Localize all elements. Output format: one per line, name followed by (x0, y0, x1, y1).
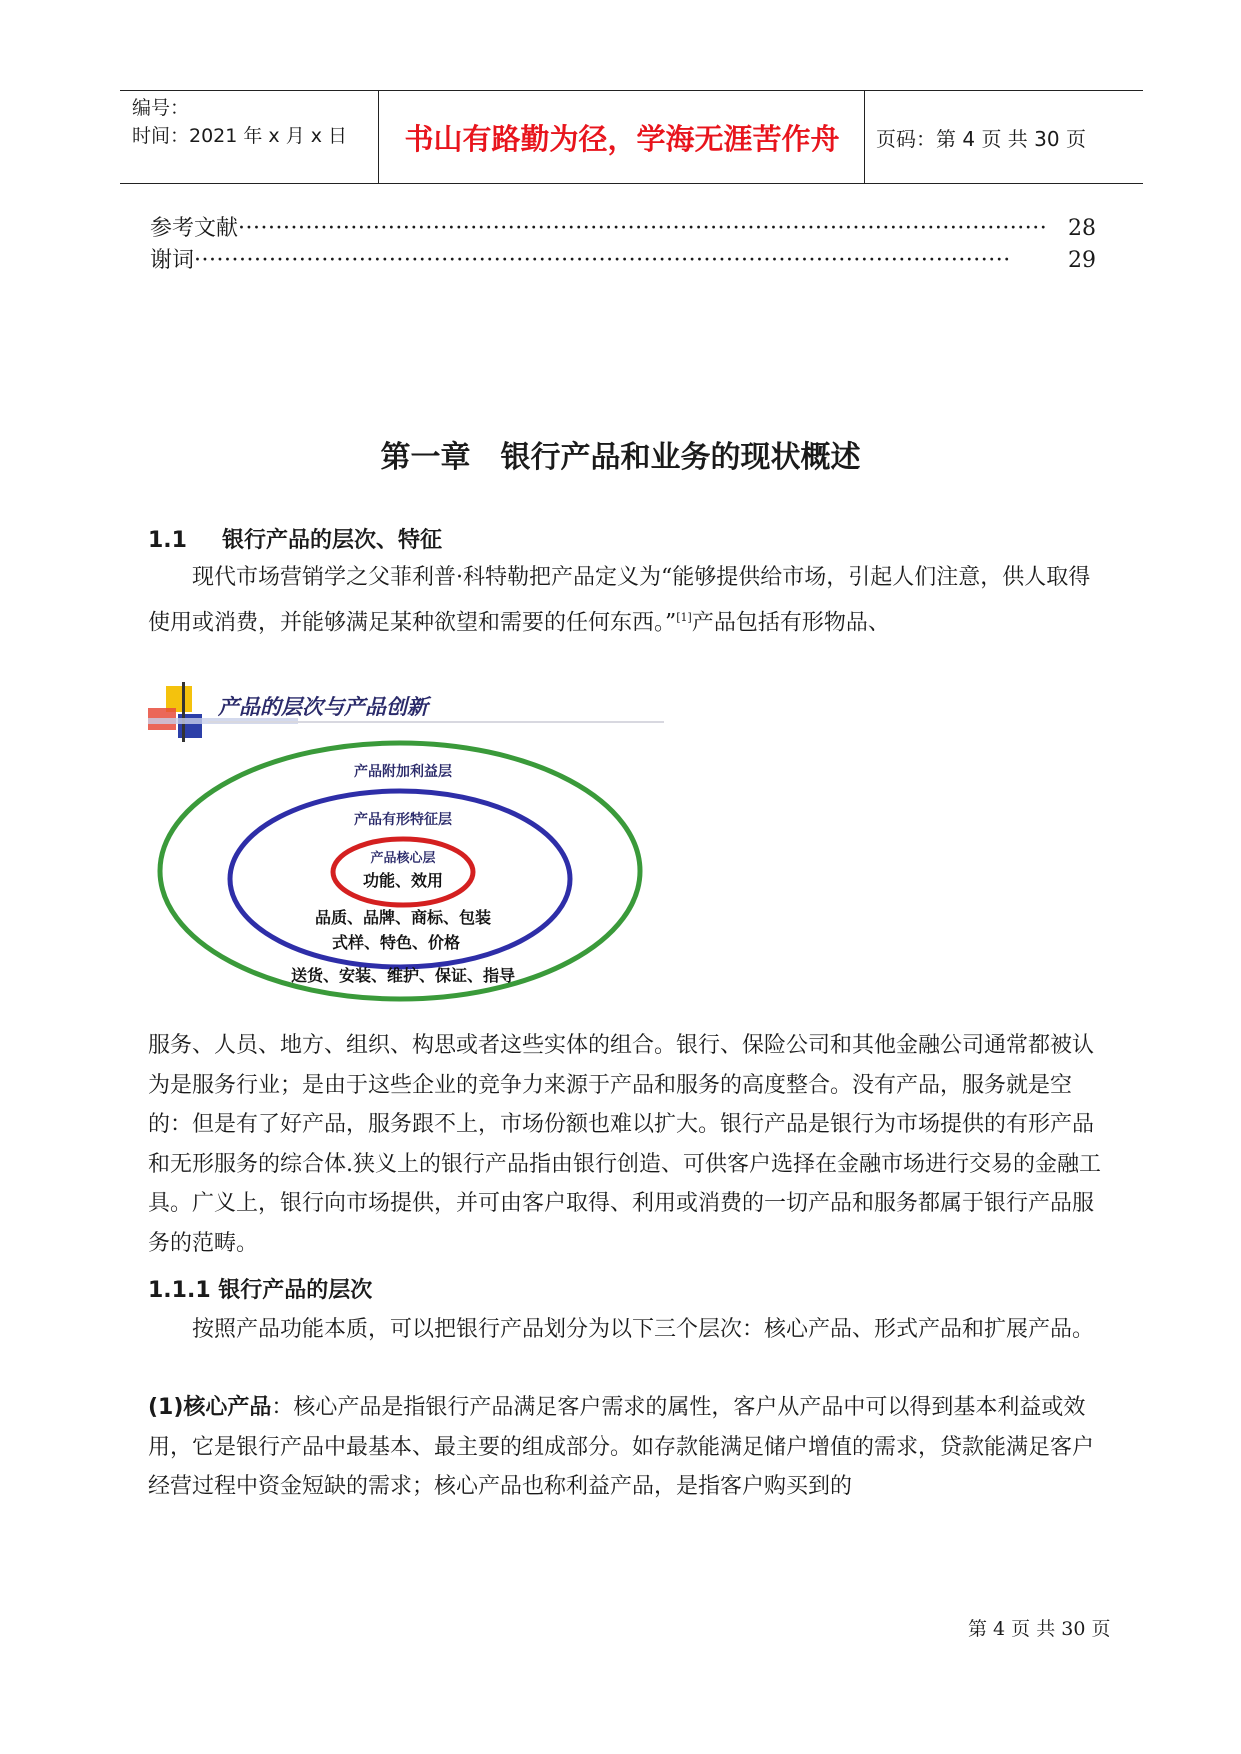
middle-layer-content: 品质、品牌、商标、包装 (314, 908, 492, 927)
paragraph-intro (148, 558, 1112, 642)
header-divider (378, 91, 379, 183)
middle-layer-content: 式样、特色、价格 (331, 933, 461, 952)
toc-leader-dots: ············································································································· (194, 248, 1011, 273)
outer-layer-content: 送货、安装、维护、保证、指导 (290, 966, 516, 985)
section-number: 1.1 (148, 528, 187, 553)
toc-leader-dots: ············································································································ (238, 216, 1048, 241)
inner-layer-label: 产品核心层 (370, 851, 436, 866)
figure-title: 产品的层次与产品创新 (218, 695, 428, 719)
section-title: 银行产品的层次、特征 (222, 528, 443, 553)
paragraph-levels: 按照产品功能本质，可以把银行产品划分为以下三个层次：核心产品、形式产品和扩展产品。 (192, 1317, 1095, 1342)
product-levels-diagram (148, 676, 664, 1006)
header-info-cell (132, 91, 386, 183)
subsection-heading: 1.1.1 银行产品的层次 (148, 1278, 373, 1303)
paragraph-text: 产品包括有形物品、 (691, 609, 890, 635)
document-number-label: 编号： (132, 97, 190, 119)
page-header (120, 90, 1143, 184)
header-motto: 书山有路勤为径，学海无涯苦作舟 (404, 121, 840, 156)
section-heading (148, 523, 442, 554)
toc-entry (150, 211, 1096, 242)
middle-layer-label: 产品有形特征层 (354, 812, 452, 828)
product-levels-figure (148, 676, 664, 1006)
chapter-title: 第一章 银行产品和业务的现状概述 (380, 440, 861, 475)
paragraph-text: ：核心产品是指银行产品满足客户需求的属性，客户从产品中可以得到基本利益或效用，它是银行产品中最基本、最主要的组成部分。如存款能满足储户增值的需求，贷款能满足客户经营过程中资金短缺的需求；核心产品也称利益产品，是指客户购买到的 (148, 1395, 1095, 1499)
toc-entry-page: 28 (1068, 216, 1096, 241)
paragraph-services: 服务、人员、地方、组织、构思或者这些实体的组合。银行、保险公司和其他金融公司通常都被认为是服务行业；是由于这些企业的竞争力来源于产品和服务的高度整合。没有产品，服务就是空的：但是有了好产品，服务跟不上，市场份额也难以扩大。银行产品是银行为市场提供的有形产品和无形服务的综合体.狭义上的银行产品指由银行创造、可供客户选择在金融市场进行交易的金融工具。广义上，银行向市场提供，并可由客户取得、利用或消费的一切产品和服务都属于银行产品服务的范畴。 (148, 1033, 1101, 1256)
outer-layer-label: 产品附加利益层 (354, 764, 452, 780)
toc-entry-title: 谢词 (150, 248, 195, 273)
toc-entry-page: 29 (1068, 248, 1096, 273)
header-page-code: 页码：第 4 页 共 30 页 (876, 126, 1086, 151)
toc-entry (150, 243, 1096, 274)
core-product-label: (1)核心产品 (148, 1395, 272, 1420)
document-time-label: 时间：2021 年 x 月 x 日 (132, 125, 348, 147)
paragraph-text: 现代市场营销学之父菲利普·科特勒把产品定义为“能够提供给市场，引起人们注意，供人取得使用或消费，并能够满足某种欲望和需要的任何东西。” (148, 565, 1091, 635)
paragraph-core (148, 1388, 1112, 1507)
citation-ref: [1] (676, 610, 692, 624)
inner-layer-content: 功能、效用 (362, 871, 444, 890)
page-footer: 第 4 页 共 30 页 (968, 1618, 1111, 1640)
header-divider (864, 91, 865, 183)
toc-entry-title: 参考文献 (150, 216, 239, 241)
